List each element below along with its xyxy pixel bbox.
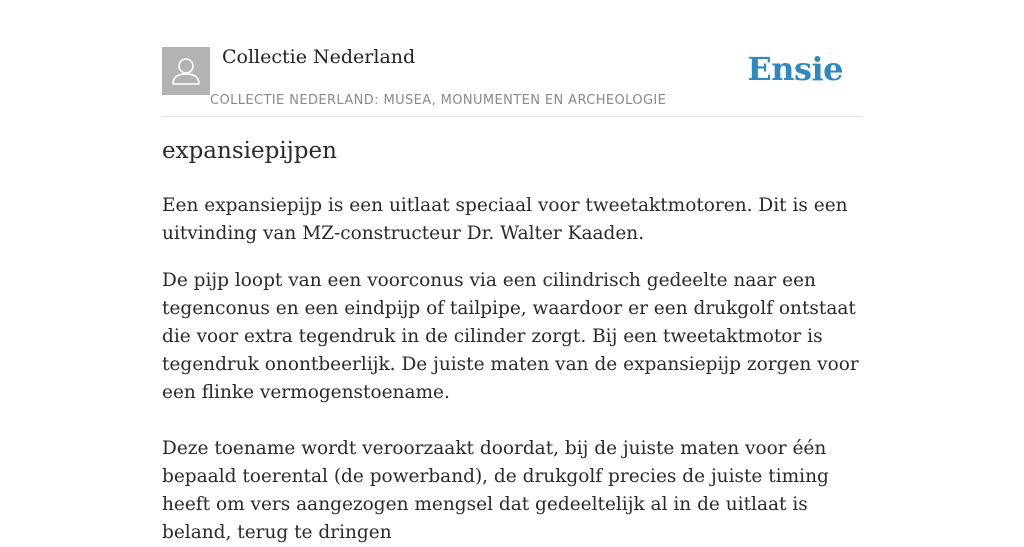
- ensie-logo[interactable]: Ensie: [747, 50, 843, 88]
- user-avatar-icon[interactable]: [162, 47, 210, 95]
- page-header: [162, 0, 862, 117]
- paragraph-construction: De pijp loopt van een voorconus via een cilindrisch gedeelte naar een tegenconus en een eindpijp of tailpipe, waardoor er een drukgolf ontstaat die voor extra tegendruk in de cilinder zorgt. Bij een tweetaktmotor is tegendruk onontbeerlijk. De juiste maten van de expansiepijp zorgen voor een flinke vermogenstoename.: [162, 270, 859, 403]
- article-body: [162, 192, 862, 547]
- paragraph-intro: Een expansiepijp is een uitlaat speciaal voor tweetaktmotoren. Dit is een uitvinding van MZ-constructeur Dr. Walter Kaaden.: [162, 195, 848, 244]
- author-name[interactable]: Collectie Nederland: [222, 46, 416, 68]
- category-label[interactable]: COLLECTIE NEDERLAND: MUSEA, MONUMENTEN EN ARCHEOLOGIE: [210, 93, 667, 108]
- article-title: expansiepijpen: [162, 138, 337, 164]
- paragraph-powerband: Deze toename wordt veroorzaakt doordat, bij de juiste maten voor één bepaald toerental (de powerband), de drukgolf precies de juiste timing heeft om vers aangezogen mengsel dat gedeeltelijk al in de uitlaat is beland, terug te dringen: [162, 438, 829, 543]
